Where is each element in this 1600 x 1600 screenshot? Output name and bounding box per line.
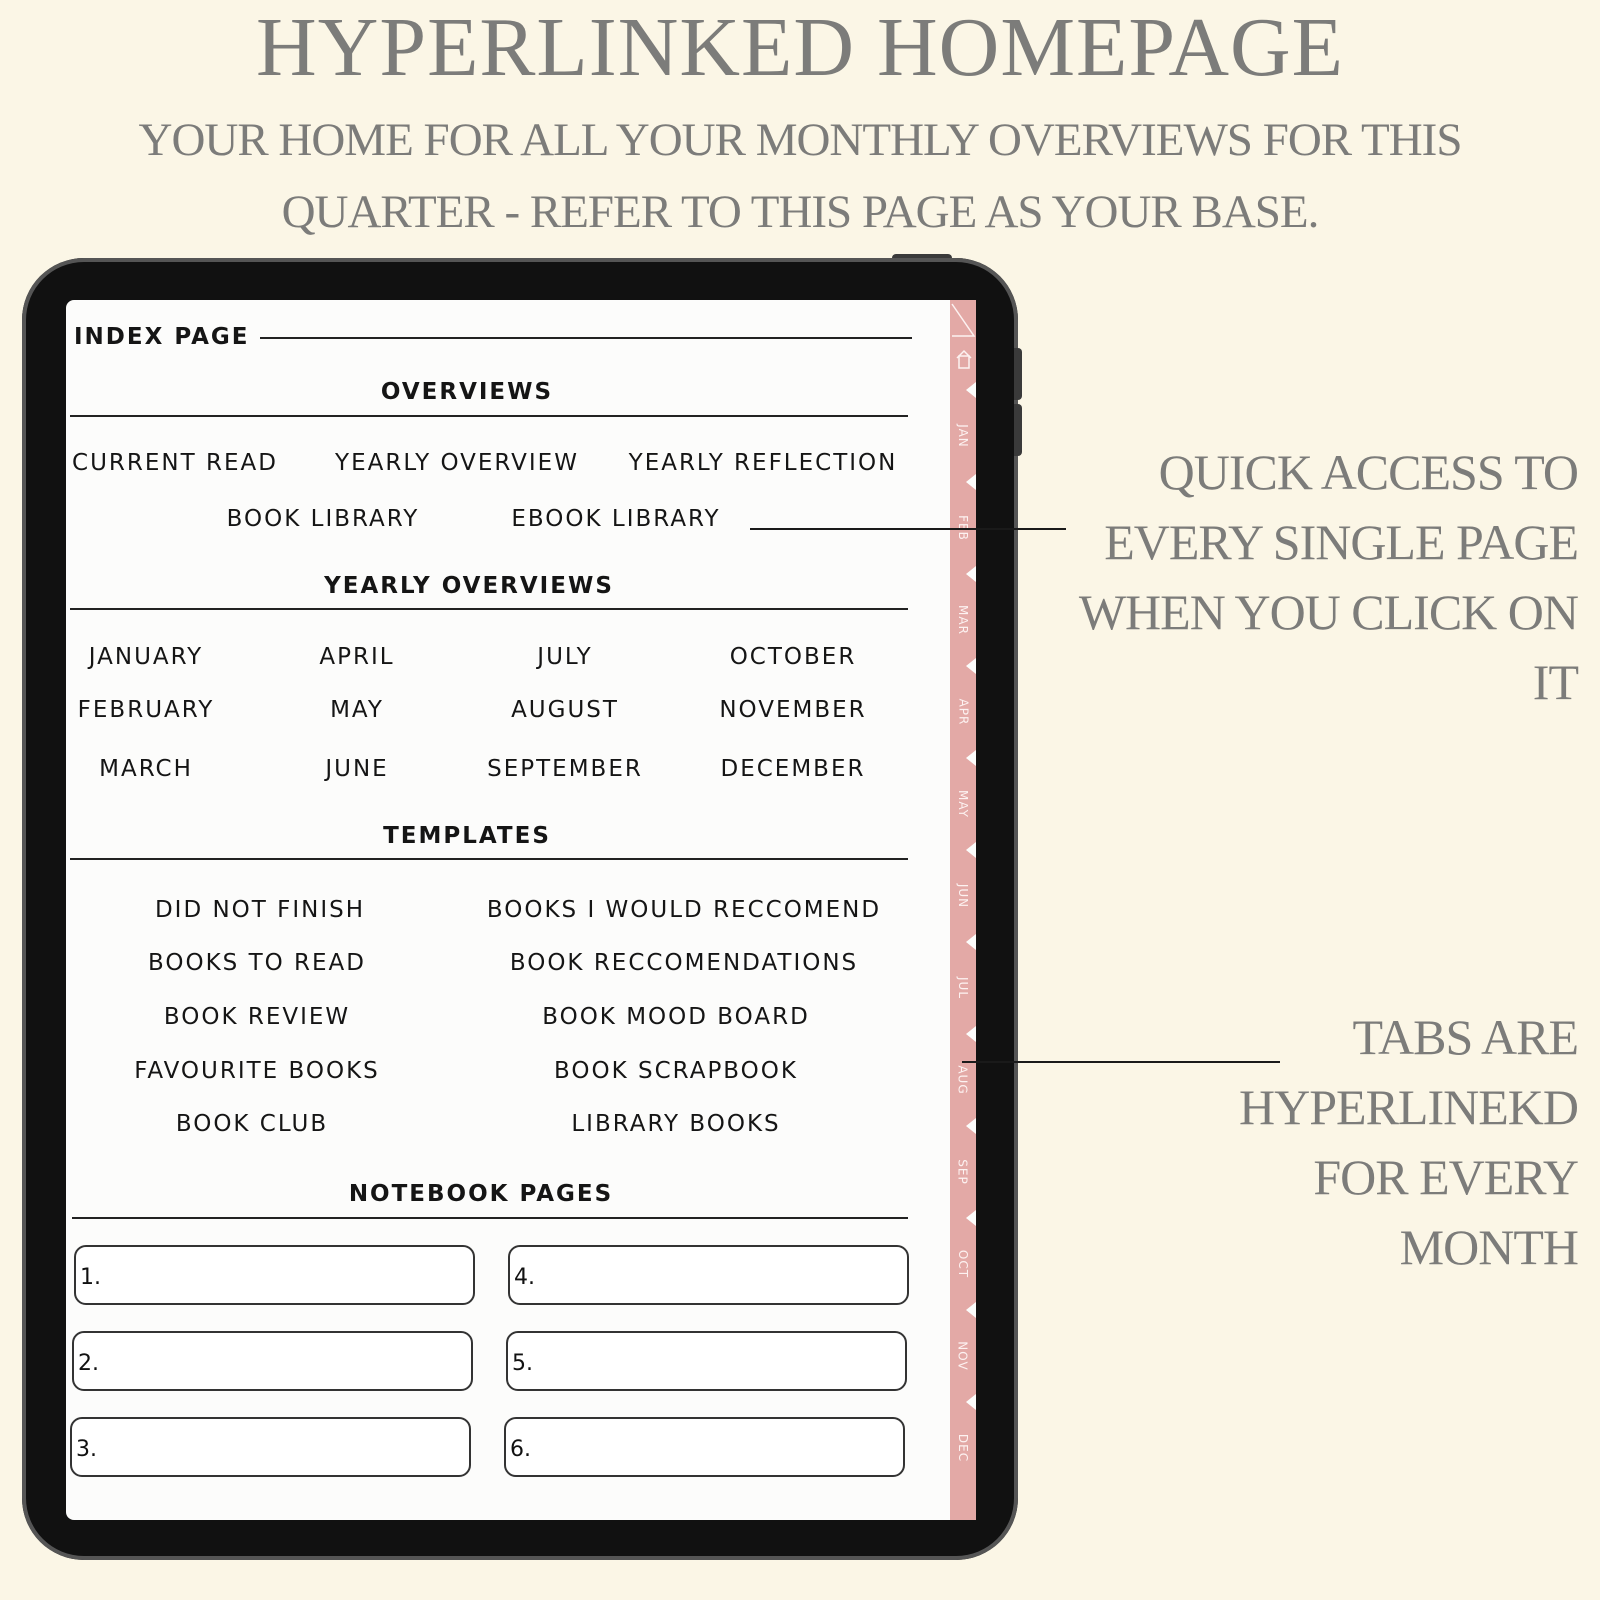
tab-divider <box>966 934 976 950</box>
note-line: MONTH <box>1399 1219 1578 1275</box>
tablet-volume-down-button <box>1014 404 1022 456</box>
notebook-page-6[interactable]: 6. <box>504 1417 905 1477</box>
notebook-page-1[interactable]: 1. <box>74 1245 475 1305</box>
section-rule <box>70 858 908 860</box>
tab-label: JUL <box>955 976 970 1000</box>
tab-divider <box>966 658 976 674</box>
link-book-scrapbook[interactable]: BOOK SCRAPBOOK <box>554 1058 798 1084</box>
note-line: HYPERLINEKD <box>1239 1079 1578 1135</box>
section-rule <box>70 415 908 417</box>
page-subtitle <box>40 104 1560 248</box>
link-current-read[interactable]: CURRENT READ <box>72 450 278 476</box>
link-books-i-would-reccomend[interactable]: BOOKS I WOULD RECCOMEND <box>486 897 882 923</box>
tab-nov[interactable] <box>950 1310 976 1402</box>
link-book-review[interactable]: BOOK REVIEW <box>163 1004 351 1030</box>
month-tab-strip <box>950 300 976 1520</box>
tab-label: APR <box>956 698 971 726</box>
subtitle-line: QUARTER - REFER TO THIS PAGE AS YOUR BASE. <box>281 186 1319 238</box>
tab-label: AUG <box>956 1065 971 1095</box>
home-tab[interactable] <box>950 300 976 380</box>
notebook-page-5[interactable]: 5. <box>506 1331 907 1391</box>
tabs-pointer-line <box>962 1061 1280 1063</box>
section-rule <box>72 1217 908 1219</box>
tab-divider <box>966 842 976 858</box>
tab-sep[interactable] <box>950 1126 976 1218</box>
tab-label: DEC <box>956 1433 971 1463</box>
link-month-february[interactable]: FEBRUARY <box>77 697 215 723</box>
notebook-pages-heading: NOTEBOOK PAGES <box>348 1181 614 1207</box>
notebook-page-2[interactable]: 2. <box>72 1331 473 1391</box>
tab-apr[interactable] <box>950 666 976 758</box>
tab-jun[interactable] <box>950 850 976 942</box>
yearly-overviews-heading: YEARLY OVERVIEWS <box>324 573 614 599</box>
tab-divider <box>966 1210 976 1226</box>
link-book-mood-board[interactable]: BOOK MOOD BOARD <box>542 1004 810 1030</box>
link-month-june[interactable]: JUNE <box>325 756 389 782</box>
link-month-january[interactable]: JANUARY <box>88 644 204 670</box>
tab-label: MAY <box>956 790 970 818</box>
note-line: WHEN YOU CLICK ON <box>1078 584 1578 640</box>
subtitle-line: YOUR HOME FOR ALL YOUR MONTHLY OVERVIEWS FOR THIS <box>138 114 1462 166</box>
tab-divider <box>966 1302 976 1318</box>
page-title: HYPERLINKED HOMEPAGE <box>256 1 1344 94</box>
title-rule <box>260 337 912 339</box>
tab-mar[interactable] <box>950 574 976 666</box>
tab-may[interactable] <box>950 758 976 850</box>
link-favourite-books[interactable]: FAVOURITE BOOKS <box>134 1058 380 1084</box>
tab-jul[interactable] <box>950 942 976 1034</box>
index-page-title: INDEX PAGE <box>74 324 250 350</box>
link-yearly-overview[interactable]: YEARLY OVERVIEW <box>335 450 579 476</box>
tab-dec[interactable] <box>950 1402 976 1494</box>
tab-label: OCT <box>956 1249 970 1279</box>
note-line: TABS ARE <box>1352 1009 1578 1065</box>
tab-divider <box>966 566 976 582</box>
link-month-december[interactable]: DECEMBER <box>720 756 866 782</box>
tablet-volume-up-button <box>1014 348 1022 400</box>
home-icon <box>950 300 976 380</box>
tab-jan[interactable] <box>950 390 976 482</box>
link-book-reccomendations[interactable]: BOOK RECCOMENDATIONS <box>509 950 859 976</box>
link-month-october[interactable]: OCTOBER <box>729 644 857 670</box>
link-book-club[interactable]: BOOK CLUB <box>175 1111 329 1137</box>
note-line: QUICK ACCESS TO <box>1158 444 1578 500</box>
link-month-april[interactable]: APRIL <box>319 644 395 670</box>
notebook-page-3[interactable]: 3. <box>70 1417 471 1477</box>
link-month-july[interactable]: JULY <box>537 644 593 670</box>
planner-screen <box>66 300 976 1520</box>
quick-access-pointer-line <box>750 528 1066 530</box>
tab-label: MAR <box>956 605 970 635</box>
tab-oct[interactable] <box>950 1218 976 1310</box>
tab-divider <box>966 382 976 398</box>
link-yearly-reflection[interactable]: YEARLY REFLECTION <box>628 450 898 476</box>
overviews-heading: OVERVIEWS <box>380 379 554 405</box>
tab-label: NOV <box>956 1341 971 1371</box>
notebook-page-4[interactable]: 4. <box>508 1245 909 1305</box>
note-line: FOR EVERY <box>1313 1149 1578 1205</box>
tab-divider <box>966 1026 976 1042</box>
link-month-may[interactable]: MAY <box>330 697 384 723</box>
link-books-to-read[interactable]: BOOKS TO READ <box>148 950 366 976</box>
tab-aug[interactable] <box>950 1034 976 1126</box>
link-month-november[interactable]: NOVEMBER <box>719 697 867 723</box>
tab-label: SEP <box>956 1159 970 1185</box>
tab-label: JAN <box>955 424 970 448</box>
note-line: IT <box>1532 654 1578 710</box>
link-ebook-library[interactable]: EBOOK LIBRARY <box>511 506 721 532</box>
tab-divider <box>966 1118 976 1134</box>
tab-divider <box>966 474 976 490</box>
templates-heading: TEMPLATES <box>383 823 551 849</box>
note-line: EVERY SINGLE PAGE <box>1104 514 1578 570</box>
section-rule <box>70 608 908 610</box>
link-library-books[interactable]: LIBRARY BOOKS <box>571 1111 781 1137</box>
tab-divider <box>966 750 976 766</box>
link-book-library[interactable]: BOOK LIBRARY <box>226 506 420 532</box>
tab-label: JUN <box>956 883 970 909</box>
link-did-not-finish[interactable]: DID NOT FINISH <box>154 897 366 923</box>
link-month-august[interactable]: AUGUST <box>511 697 619 723</box>
quick-access-note <box>1058 437 1578 717</box>
tab-divider <box>966 1394 976 1410</box>
link-month-september[interactable]: SEPTEMBER <box>487 756 643 782</box>
link-month-march[interactable]: MARCH <box>99 756 193 782</box>
tabs-note <box>1188 1002 1578 1282</box>
